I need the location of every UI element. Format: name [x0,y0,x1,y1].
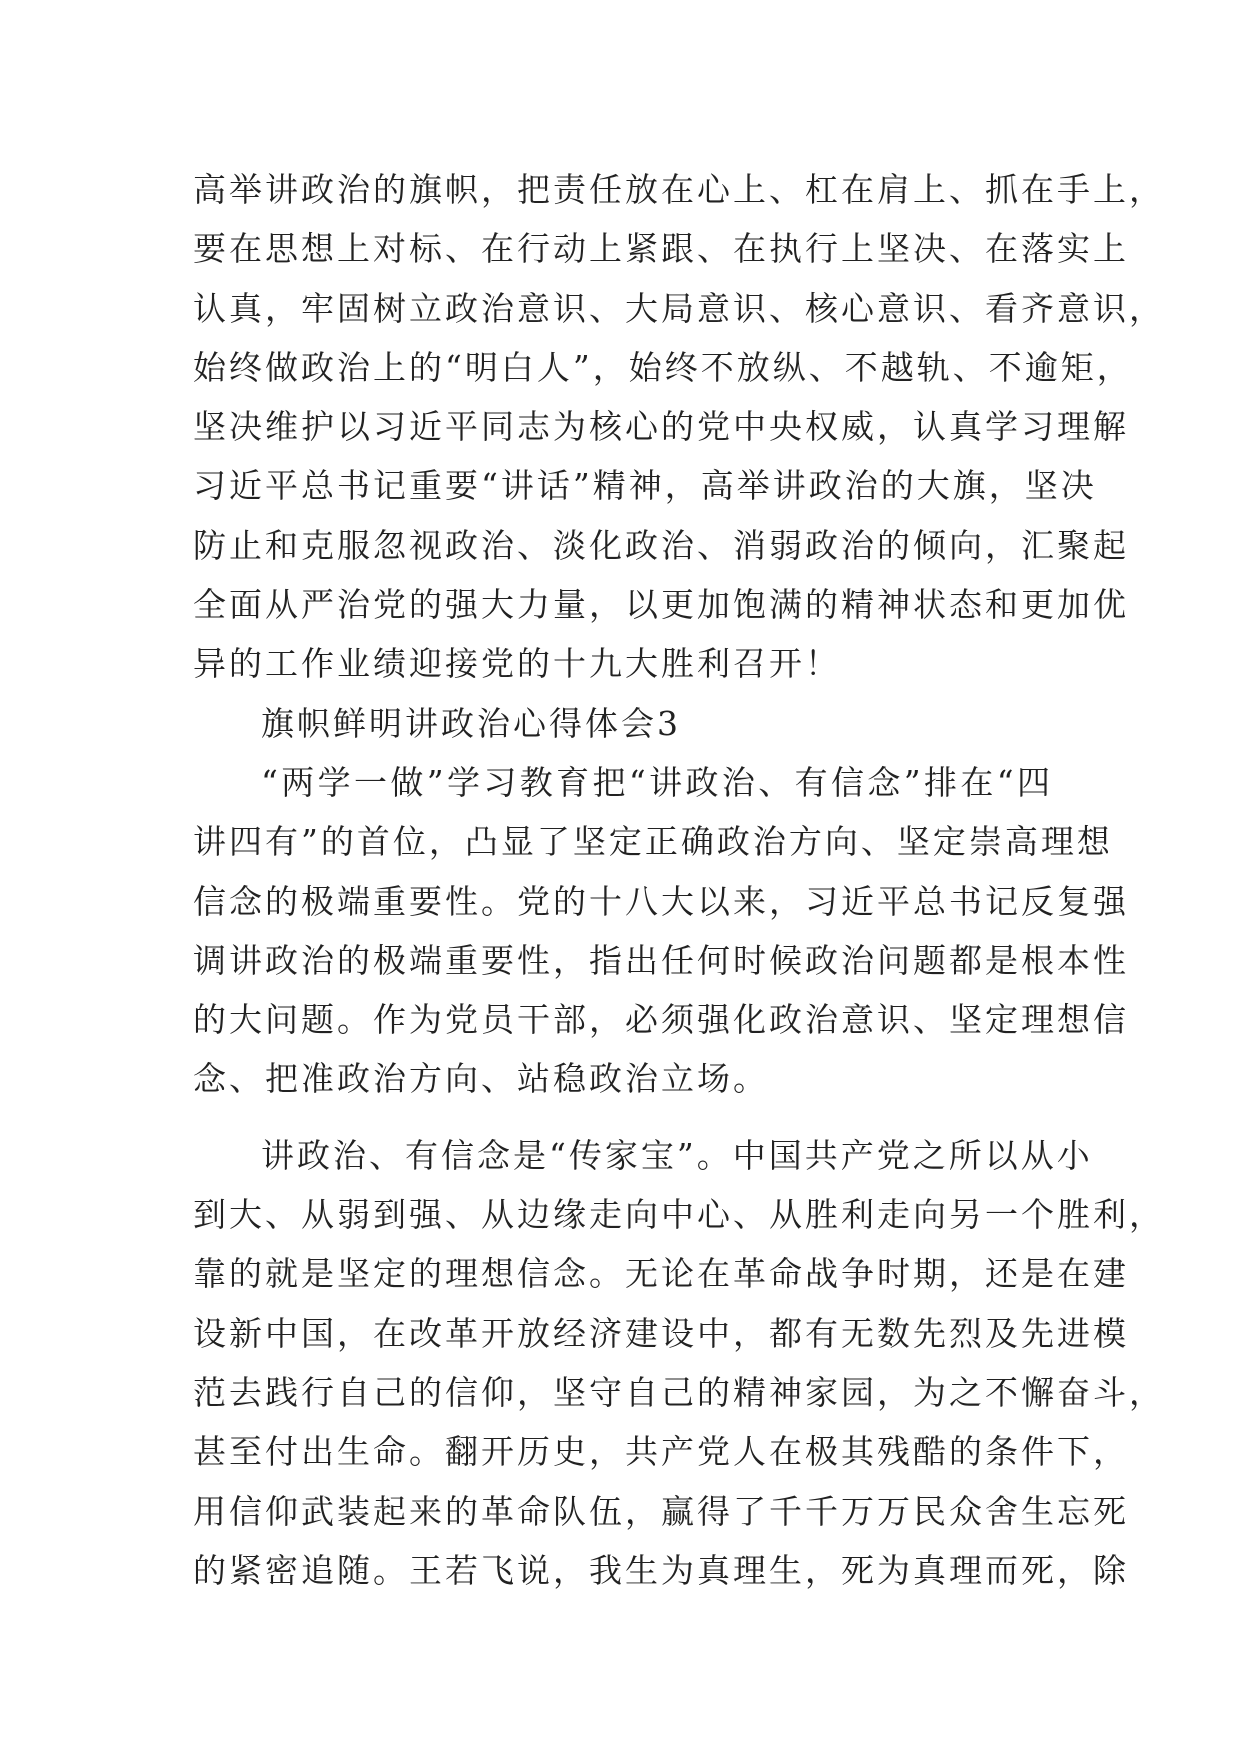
text-line: 异的工作业绩迎接党的十九大胜利召开！ [193,644,841,684]
text-line: “两学一做”学习教育把“讲政治、有信念”排在“四 [261,762,1053,802]
text-line: 认真，牢固树立政治意识、大局意识、核心意识、看齐意识， [193,288,1165,328]
text-line: 防止和克服忽视政治、淡化政治、消弱政治的倾向，汇聚起 [193,525,1129,565]
text-line: 靠的就是坚定的理想信念。无论在革命战争时期，还是在建 [193,1254,1129,1294]
document-page [193,160,1165,1600]
text-line: 讲四有”的首位，凸显了坚定正确政治方向、坚定崇高理想 [193,822,1113,862]
text-line: 甚至付出生命。翻开历史，共产党人在极其残酷的条件下， [193,1432,1129,1472]
paragraph-1 [193,753,1129,1109]
paragraph-continuation [193,160,1165,694]
text-line: 用信仰武装起来的革命队伍，赢得了千千万万民众舍生忘死 [193,1491,1129,1531]
text-line: 高举讲政治的旗帜，把责任放在心上、杠在肩上、抓在手上， [193,170,1165,209]
text-line: 范去践行自己的信仰，坚守自己的精神家园，为之不懈奋斗， [193,1372,1165,1412]
text-line: 念、把准政治方向、站稳政治立场。 [193,1059,769,1099]
paragraph-spacing [193,1109,1053,1126]
text-line: 设新中国，在改革开放经济建设中，都有无数先烈及先进模 [193,1313,1129,1353]
text-line: 讲政治、有信念是“传家宝”。中国共产党之所以从小 [261,1135,1093,1175]
text-line: 信念的极端重要性。党的十八大以来，习近平总书记反复强 [193,881,1129,921]
text-line: 要在思想上对标、在行动上紧跟、在执行上坚决、在落实上 [193,229,1129,269]
text-line: 的紧密追随。王若飞说，我生为真理生，死为真理而死，除 [193,1550,1129,1590]
text-line: 到大、从弱到强、从边缘走向中心、从胜利走向另一个胜利， [193,1195,1165,1235]
text-line: 全面从严治党的强大力量，以更加饱满的精神状态和更加优 [193,585,1129,625]
paragraph-2 [193,1126,1165,1600]
text-line: 的大问题。作为党员干部，必须强化政治意识、坚定理想信 [193,1000,1129,1040]
text-line: 坚决维护以习近平同志为核心的党中央权威，认真学习理解 [193,407,1129,447]
section-heading: 旗帜鲜明讲政治心得体会3 [261,703,681,743]
text-line: 习近平总书记重要“讲话”精神，高举讲政治的大旗，坚决 [193,466,1097,506]
text-line: 调讲政治的极端重要性，指出任何时候政治问题都是根本性 [193,940,1129,980]
text-line: 始终做政治上的“明白人”，始终不放纵、不越轨、不逾矩， [193,347,1133,387]
